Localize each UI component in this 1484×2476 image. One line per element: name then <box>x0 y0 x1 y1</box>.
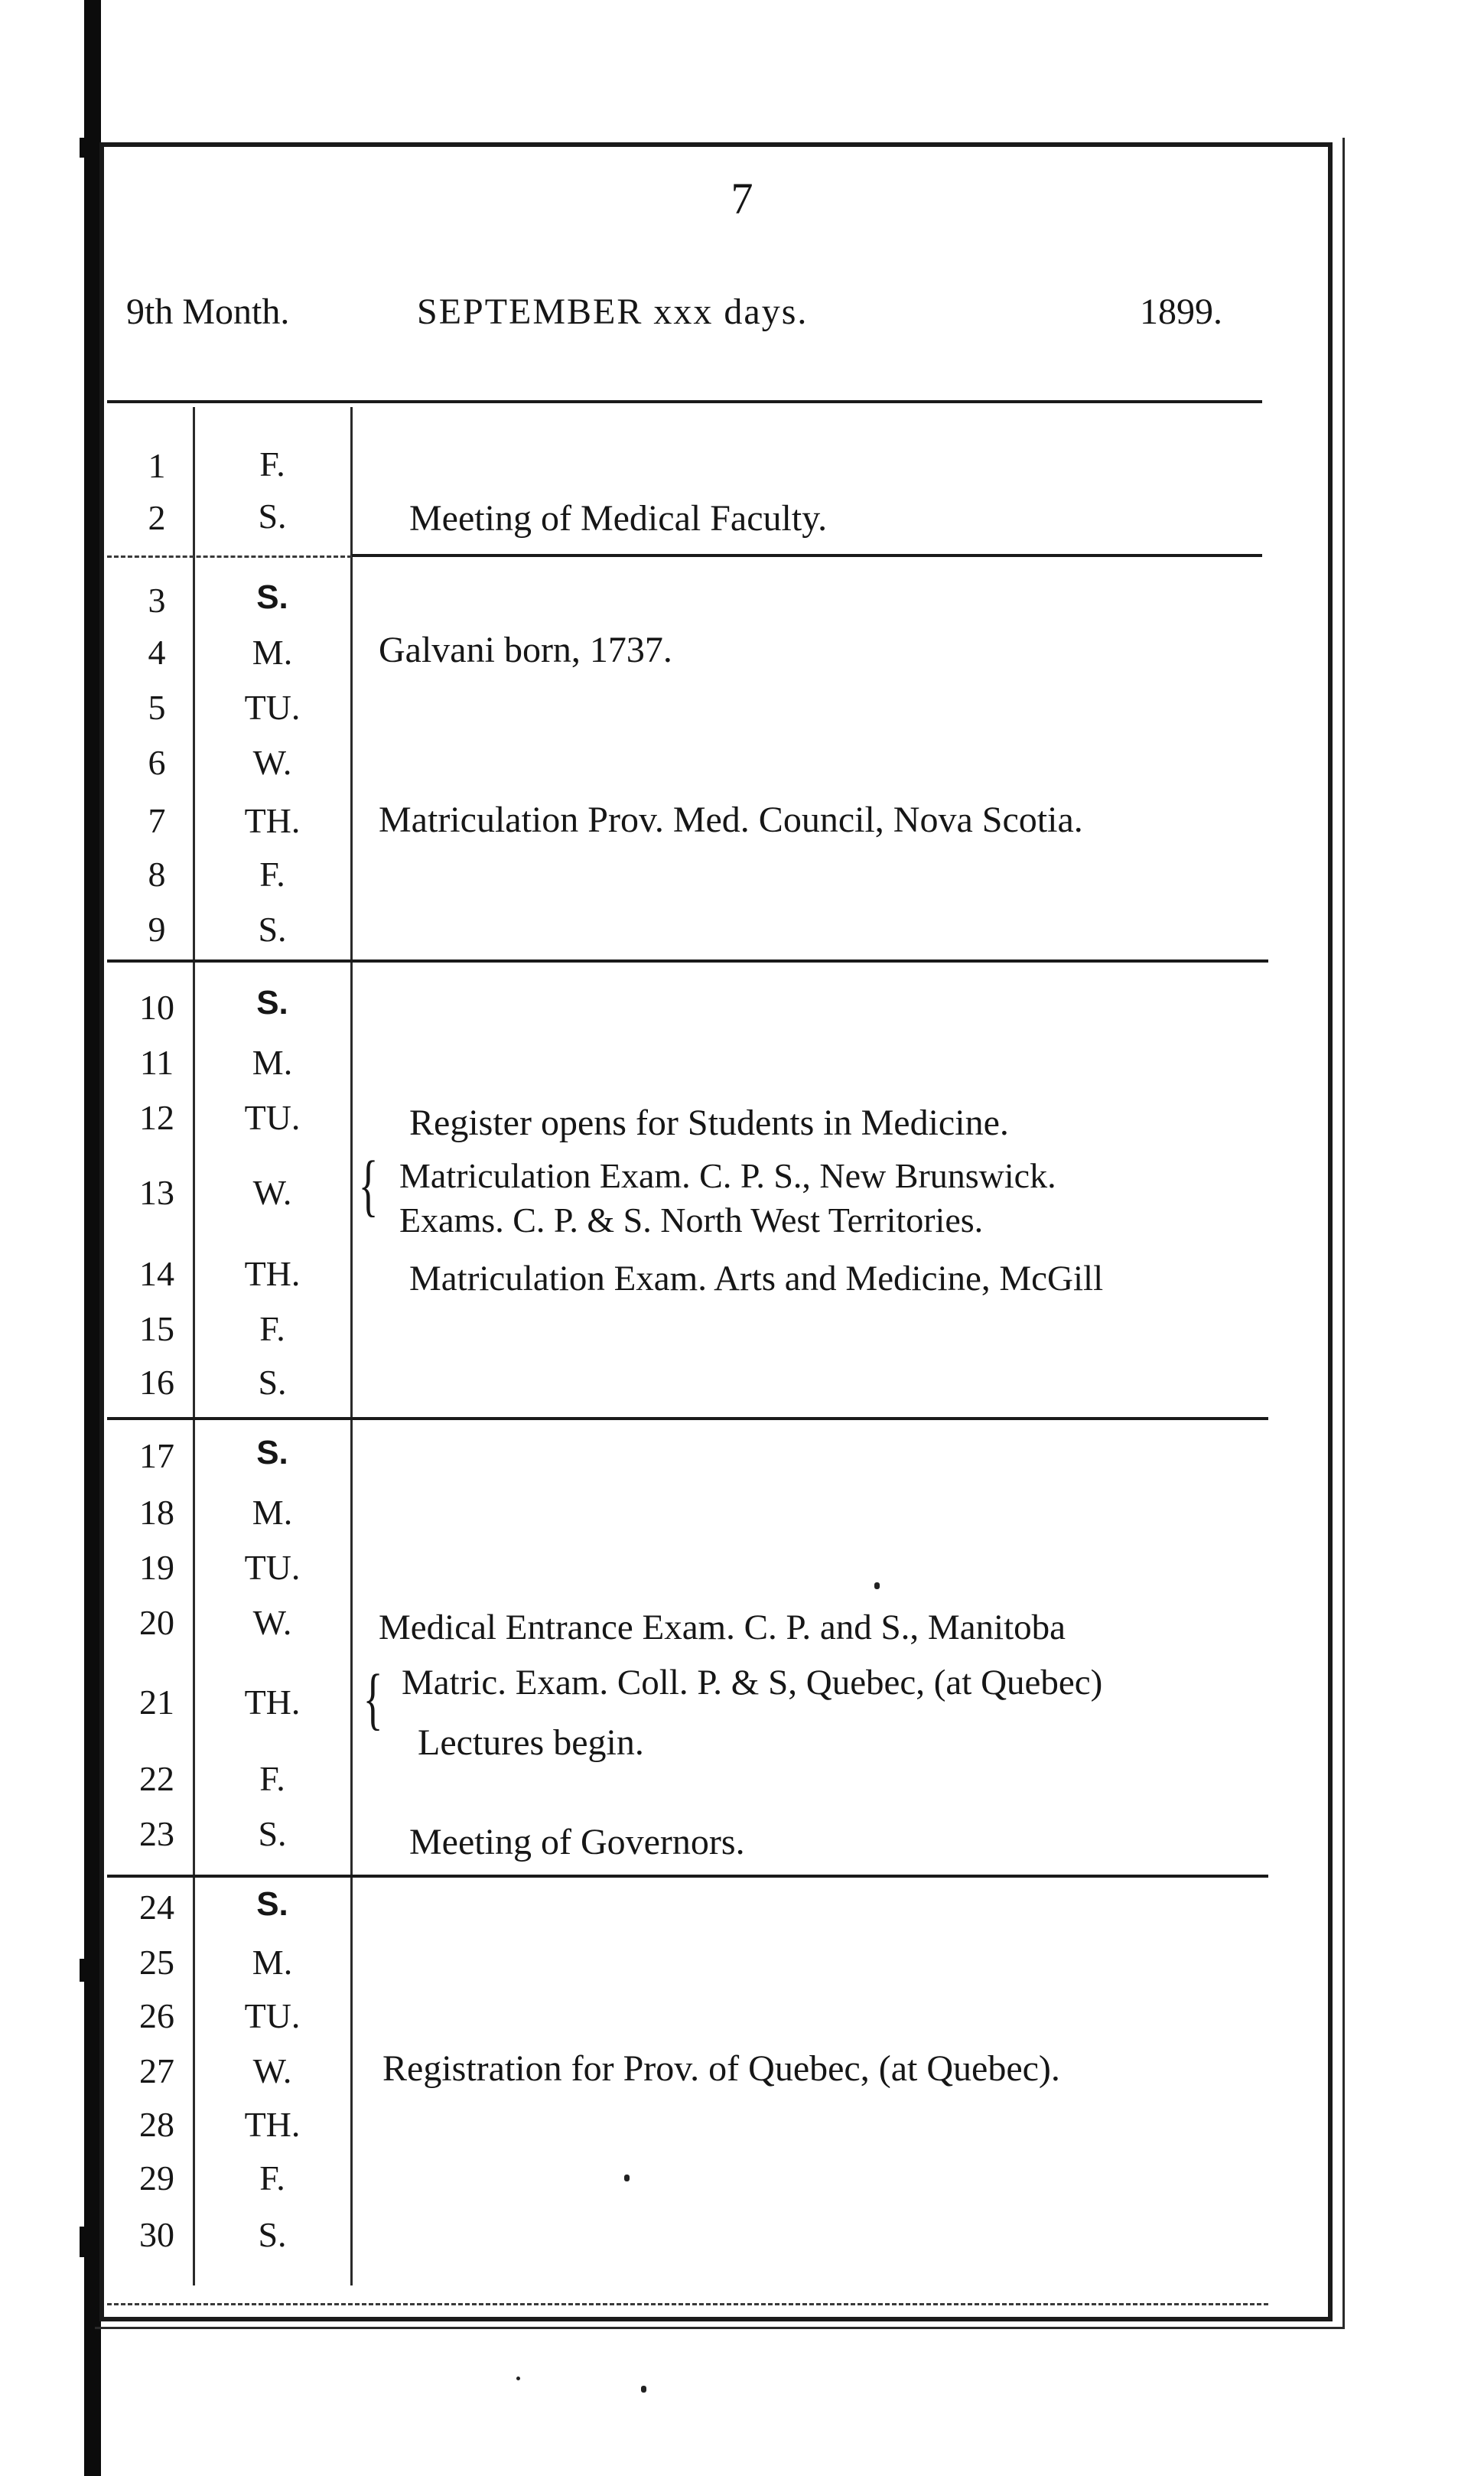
event-text: Meeting of Governors. <box>409 1822 745 1862</box>
day-number: 20 <box>139 1603 174 1642</box>
day-number: 9 <box>148 910 166 949</box>
weekday: M. <box>252 1943 293 1982</box>
brace-icon: { <box>363 1661 383 1737</box>
day-number: 30 <box>139 2215 174 2254</box>
spine-mark <box>80 1959 86 1982</box>
weekday: W. <box>252 743 292 782</box>
day-number: 10 <box>139 988 174 1027</box>
day-number: 21 <box>139 1683 174 1722</box>
week-separator <box>107 2303 1268 2305</box>
event-text: Matriculation Exam. C. P. S., New Brunswick. <box>399 1156 1056 1195</box>
brace-icon: { <box>358 1148 379 1223</box>
ink-speck <box>874 1582 880 1589</box>
day-number: 24 <box>139 1888 174 1927</box>
day-number: 13 <box>139 1173 174 1212</box>
event-text: Matric. Exam. Coll. P. & S, Quebec, (at Quebec) <box>402 1663 1103 1702</box>
week-separator <box>352 554 1262 557</box>
spine-mark <box>80 2227 86 2257</box>
day-number: 11 <box>139 1043 174 1082</box>
weekday-sunday: S. <box>256 1885 288 1923</box>
event-text: Register opens for Students in Medicine. <box>409 1103 1009 1143</box>
column-divider-weekday <box>350 407 353 2285</box>
day-number: 18 <box>139 1493 174 1532</box>
day-number: 8 <box>148 855 166 894</box>
spine-mark <box>80 138 86 158</box>
event-text: Matriculation Prov. Med. Council, Nova Scotia. <box>379 800 1083 840</box>
weekday: M. <box>252 1493 293 1532</box>
weekday: F. <box>259 855 285 894</box>
weekday: F. <box>259 1309 285 1348</box>
weekday: S. <box>258 910 287 949</box>
week-separator <box>107 1875 1268 1878</box>
event-text: Matriculation Exam. Arts and Medicine, McGill <box>409 1259 1104 1298</box>
week-separator <box>107 1417 1268 1420</box>
day-number: 4 <box>148 633 166 672</box>
day-number: 5 <box>148 688 166 727</box>
event-text: Medical Entrance Exam. C. P. and S., Manitoba <box>379 1608 1066 1647</box>
day-number: 29 <box>139 2158 174 2197</box>
weekday: M. <box>252 633 293 672</box>
weekday: F. <box>259 2158 285 2197</box>
day-number: 27 <box>139 2051 174 2090</box>
weekday: W. <box>252 2051 292 2090</box>
weekday: F. <box>259 445 285 484</box>
weekday: TH. <box>244 1683 301 1722</box>
header-rule <box>107 400 1262 403</box>
event-text: Registration for Prov. of Quebec, (at Quebec). <box>382 2048 1060 2089</box>
day-number: 19 <box>139 1548 174 1587</box>
day-number: 12 <box>139 1098 174 1137</box>
day-number: 2 <box>148 498 166 537</box>
weekday-sunday: S. <box>256 984 288 1021</box>
event-text: Galvani born, 1737. <box>379 630 672 670</box>
day-number: 17 <box>139 1436 174 1475</box>
month-label: 9th Month. <box>126 292 290 332</box>
day-number: 22 <box>139 1759 174 1798</box>
event-text: Lectures begin. <box>418 1722 644 1763</box>
day-number: 25 <box>139 1943 174 1982</box>
day-number: 3 <box>148 581 166 620</box>
day-number: 26 <box>139 1996 174 2035</box>
event-text: Meeting of Medical Faculty. <box>409 498 828 539</box>
weekday: W. <box>252 1603 292 1642</box>
day-number: 6 <box>148 743 166 782</box>
weekday: TH. <box>244 1254 301 1293</box>
weekday: F. <box>259 1759 285 1798</box>
day-number: 14 <box>139 1254 174 1293</box>
ink-speck <box>516 2377 520 2380</box>
ink-speck <box>624 2175 630 2181</box>
page-number: 7 <box>731 174 753 223</box>
weekday: TH. <box>244 801 301 840</box>
day-number: 15 <box>139 1309 174 1348</box>
weekday: TU. <box>244 1098 301 1137</box>
weekday-sunday: S. <box>256 578 288 616</box>
weekday: TU. <box>244 1548 301 1587</box>
day-number: 7 <box>148 801 166 840</box>
weekday: TH. <box>244 2105 301 2144</box>
page-title: SEPTEMBER xxx days. <box>417 292 809 332</box>
weekday: S. <box>258 497 287 536</box>
day-number: 16 <box>139 1363 174 1402</box>
weekday: W. <box>252 1173 292 1212</box>
ink-speck <box>641 2386 646 2393</box>
weekday: TU. <box>244 1996 301 2035</box>
day-number: 1 <box>148 446 166 485</box>
weekday: S. <box>258 2215 287 2254</box>
weekday-sunday: S. <box>256 1434 288 1471</box>
week-separator <box>107 959 1268 963</box>
week-separator <box>107 555 352 558</box>
weekday: S. <box>258 1363 287 1402</box>
weekday: TU. <box>244 688 301 727</box>
weekday: M. <box>252 1043 293 1082</box>
year-label: 1899. <box>1140 292 1222 332</box>
event-text: Exams. C. P. & S. North West Territories. <box>399 1201 984 1240</box>
day-number: 28 <box>139 2105 174 2144</box>
weekday: S. <box>258 1814 287 1853</box>
day-number: 23 <box>139 1814 174 1853</box>
